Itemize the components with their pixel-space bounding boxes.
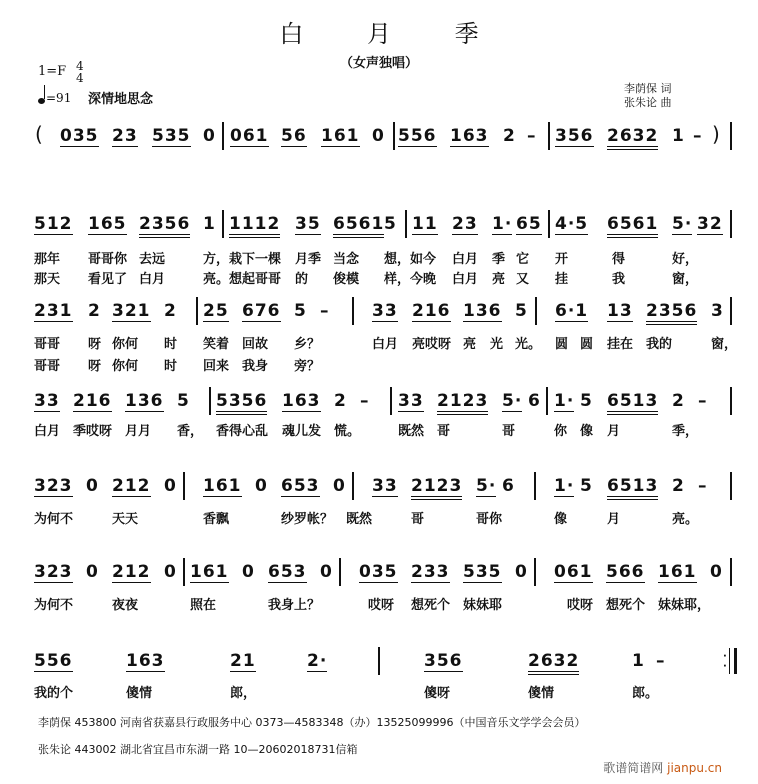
lyric: 为何不 bbox=[34, 512, 74, 527]
note-group: 2 bbox=[672, 391, 685, 411]
lyric: 月 bbox=[607, 424, 621, 439]
note-group: 566 bbox=[606, 562, 645, 582]
lyric: 哥 bbox=[502, 424, 516, 439]
note-group: 33 bbox=[372, 476, 398, 496]
note-group: 556 bbox=[34, 651, 73, 671]
note-group: 356 bbox=[555, 126, 594, 146]
note-group: 0 bbox=[372, 126, 385, 146]
lyric: 像 bbox=[554, 512, 568, 527]
note-group: 653 bbox=[281, 476, 320, 496]
note-group: – bbox=[360, 391, 370, 411]
note-group: 2356 bbox=[139, 214, 190, 234]
note-group: 161 bbox=[321, 126, 360, 146]
note-group: 216 bbox=[73, 391, 112, 411]
lyric: 挂 bbox=[555, 272, 569, 287]
note-group: 2356 bbox=[646, 301, 697, 321]
note-group: 0 bbox=[164, 562, 177, 582]
lyric: 当念 bbox=[333, 252, 360, 267]
composer: 张朱论 曲 bbox=[624, 96, 672, 109]
final-repeat-barline bbox=[734, 648, 737, 674]
note-group: 0 bbox=[203, 126, 216, 146]
note-group: 23 bbox=[452, 214, 478, 234]
lyric: 既然 bbox=[398, 424, 425, 439]
bar-line bbox=[183, 472, 185, 500]
bar-line bbox=[183, 558, 185, 586]
note-group: 0 bbox=[86, 562, 99, 582]
lyric: 慌。 bbox=[334, 424, 361, 439]
lyric: 魂儿发 bbox=[282, 424, 322, 439]
note-group: 33 bbox=[372, 301, 398, 321]
note-group: 0 bbox=[710, 562, 723, 582]
note-group: ) bbox=[712, 122, 721, 146]
lyric: 香飘 bbox=[203, 512, 230, 527]
lyric: 呀 bbox=[88, 359, 102, 374]
note-group: 2 bbox=[88, 301, 101, 321]
lyric: 季哎呀 bbox=[73, 424, 113, 439]
note-group: 32 bbox=[697, 214, 723, 234]
lyric: 傻情 bbox=[528, 686, 555, 701]
bar-line bbox=[196, 297, 198, 325]
lyric: 月季 bbox=[295, 252, 322, 267]
note-group: – bbox=[698, 391, 708, 411]
note-group: 161 bbox=[190, 562, 229, 582]
note-group: – bbox=[320, 301, 330, 321]
note-group: 212 bbox=[112, 562, 151, 582]
note-group: 163 bbox=[282, 391, 321, 411]
note-group: 1· bbox=[554, 391, 575, 411]
note-group: 163 bbox=[450, 126, 489, 146]
note-group: 5 bbox=[515, 301, 528, 321]
lyric: 又 bbox=[516, 272, 530, 287]
bar-line bbox=[222, 122, 224, 150]
bar-line bbox=[339, 558, 341, 586]
lyric: 哎呀 bbox=[368, 598, 395, 613]
lyric: 哥 bbox=[437, 424, 451, 439]
lyric: 呀 bbox=[88, 337, 102, 352]
credits bbox=[624, 82, 672, 110]
note-group: 161 bbox=[203, 476, 242, 496]
lyric: 好， bbox=[672, 252, 699, 267]
watermark-en: jianpu.cn bbox=[667, 761, 722, 775]
lyric: 想，如今 bbox=[384, 252, 437, 267]
lyric: 亮 bbox=[463, 337, 477, 352]
lyricist: 李荫保 词 bbox=[624, 82, 672, 95]
lyric: 笑着 bbox=[203, 337, 230, 352]
lyric: 旁？ bbox=[294, 359, 321, 374]
lyric: 那天 bbox=[34, 272, 61, 287]
lyric: 季， bbox=[672, 424, 699, 439]
note-group: 356 bbox=[424, 651, 463, 671]
note-group: 061 bbox=[230, 126, 269, 146]
note-group: 2 bbox=[672, 476, 685, 496]
note-group: 556 bbox=[398, 126, 437, 146]
lyric: 时 bbox=[164, 359, 178, 374]
note-group: 13 bbox=[607, 301, 633, 321]
note-group: 2123 bbox=[437, 391, 488, 411]
lyric: 哥哥 bbox=[34, 359, 61, 374]
lyric: 的 bbox=[295, 272, 309, 287]
score-row bbox=[0, 470, 758, 504]
note-group: 0 bbox=[333, 476, 346, 496]
bar-line bbox=[209, 387, 211, 415]
lyric: 开 bbox=[555, 252, 569, 267]
note-group: 1112 bbox=[229, 214, 280, 234]
watermark bbox=[603, 759, 722, 776]
footer-composer-contact: 张朱论 443002 湖北省宜昌市东湖一路 10—20602018731信箱 bbox=[38, 743, 358, 756]
note-group: 212 bbox=[112, 476, 151, 496]
bar-line bbox=[730, 558, 732, 586]
note-group: 1 bbox=[672, 126, 685, 146]
lyric: 哥哥你 bbox=[88, 252, 128, 267]
bar-line bbox=[352, 472, 354, 500]
bar-line bbox=[352, 297, 354, 325]
note-group: 1· bbox=[554, 476, 575, 496]
time-sig-top: 4 bbox=[76, 59, 84, 73]
time-signature bbox=[76, 60, 84, 84]
lyric: 郎。 bbox=[632, 686, 659, 701]
song-subtitle: （女声独唱） bbox=[339, 56, 418, 71]
lyric: 俊模 bbox=[333, 272, 360, 287]
note-group: 2632 bbox=[528, 651, 579, 671]
song-title: 白 月 季 bbox=[279, 20, 507, 48]
note-group: 0 bbox=[255, 476, 268, 496]
note-group: – bbox=[698, 476, 708, 496]
bar-line bbox=[548, 210, 550, 238]
note-group: 0 bbox=[242, 562, 255, 582]
lyric: 白月 bbox=[452, 252, 479, 267]
lyric: 白月 bbox=[452, 272, 479, 287]
note-group: 535 bbox=[463, 562, 502, 582]
note-group: 136 bbox=[463, 301, 502, 321]
final-barline-thin bbox=[729, 648, 730, 674]
lyric: 为何不 bbox=[34, 598, 74, 613]
lyric: 挂在 bbox=[607, 337, 634, 352]
bar-line bbox=[730, 472, 732, 500]
lyric: 圆 bbox=[580, 337, 594, 352]
note-group: 6561 bbox=[607, 214, 658, 234]
lyric: 方，栽下一棵 bbox=[203, 252, 282, 267]
note-group: 33 bbox=[34, 391, 60, 411]
lyric: 亮 bbox=[492, 272, 506, 287]
bar-line bbox=[378, 647, 380, 675]
note-group: 653 bbox=[268, 562, 307, 582]
lyric: 香得心乱 bbox=[216, 424, 269, 439]
lyric: 回故 bbox=[242, 337, 269, 352]
note-group: 323 bbox=[34, 562, 73, 582]
lyric: 像 bbox=[580, 424, 594, 439]
lyric: 白月 bbox=[372, 337, 399, 352]
bar-line bbox=[534, 472, 536, 500]
note-group: 5· bbox=[476, 476, 497, 496]
lyric: 傻情 bbox=[126, 686, 153, 701]
note-group: 5· bbox=[672, 214, 693, 234]
lyric: 想死个 bbox=[411, 598, 451, 613]
tempo-marking bbox=[38, 88, 71, 105]
lyric: 它 bbox=[516, 252, 530, 267]
lyric: 天天 bbox=[112, 512, 139, 527]
lyric: 纱罗帐？ bbox=[281, 512, 334, 527]
lyric: 哥你 bbox=[476, 512, 503, 527]
note-group: 035 bbox=[359, 562, 398, 582]
lyric: 哎呀 bbox=[567, 598, 594, 613]
lyric: 照在 bbox=[190, 598, 217, 613]
note-group: 2· bbox=[307, 651, 328, 671]
lyric: 窗， bbox=[711, 337, 738, 352]
lyric: 我的个 bbox=[34, 686, 74, 701]
lyric: 白月 bbox=[34, 424, 61, 439]
lyric: 你何 bbox=[112, 337, 139, 352]
lyric: 圆 bbox=[555, 337, 569, 352]
watermark-cn: 歌谱简谱网 bbox=[603, 761, 664, 775]
note-group: 233 bbox=[411, 562, 450, 582]
note-group: 136 bbox=[125, 391, 164, 411]
lyric: 郎， bbox=[230, 686, 257, 701]
note-group: 6 bbox=[502, 476, 515, 496]
note-group: – bbox=[527, 126, 537, 146]
expression-marking: 深情地思念 bbox=[88, 92, 154, 107]
note-group: 5 bbox=[384, 214, 397, 234]
lyric: 亮。 bbox=[672, 512, 699, 527]
lyric: 你何 bbox=[112, 359, 139, 374]
note-group: 0 bbox=[86, 476, 99, 496]
note-group: 21 bbox=[230, 651, 256, 671]
note-group: 1 bbox=[632, 651, 645, 671]
note-group: 35 bbox=[295, 214, 321, 234]
note-group: 6 bbox=[528, 391, 541, 411]
lyric: 夜夜 bbox=[112, 598, 139, 613]
lyric: 你 bbox=[554, 424, 568, 439]
lyric: 光 bbox=[490, 337, 504, 352]
lyric: 回来 bbox=[203, 359, 230, 374]
note-group: 11 bbox=[412, 214, 438, 234]
note-group: 035 bbox=[60, 126, 99, 146]
note-group: 23 bbox=[112, 126, 138, 146]
lyric: 傻呀 bbox=[424, 686, 451, 701]
note-group: 2 bbox=[164, 301, 177, 321]
note-group: 2 bbox=[503, 126, 516, 146]
note-group: 33 bbox=[398, 391, 424, 411]
note-group: 6513 bbox=[607, 391, 658, 411]
note-group: 0 bbox=[515, 562, 528, 582]
score-row bbox=[0, 208, 758, 242]
lyric: 季 bbox=[492, 252, 506, 267]
lyric: 我的 bbox=[646, 337, 673, 352]
note-group: 165 bbox=[88, 214, 127, 234]
lyric: 哥哥 bbox=[34, 337, 61, 352]
lyric: 样，今晚 bbox=[384, 272, 437, 287]
note-group: 6561 bbox=[333, 214, 384, 234]
bar-line bbox=[546, 387, 548, 415]
note-group: 535 bbox=[152, 126, 191, 146]
lyric: 看见了 bbox=[88, 272, 128, 287]
bar-line bbox=[730, 122, 732, 150]
lyric: 白月 bbox=[139, 272, 166, 287]
note-group: 3 bbox=[711, 301, 724, 321]
lyric: 那年 bbox=[34, 252, 61, 267]
tempo-value: =91 bbox=[46, 91, 72, 105]
bar-line bbox=[730, 297, 732, 325]
lyric: 去远 bbox=[139, 252, 166, 267]
note-group: 6513 bbox=[607, 476, 658, 496]
note-group: 061 bbox=[554, 562, 593, 582]
lyric: 乡？ bbox=[294, 337, 321, 352]
score-row bbox=[0, 120, 758, 154]
note-group: 1 bbox=[203, 214, 216, 234]
lyric: 既然 bbox=[346, 512, 373, 527]
note-group: 2 bbox=[334, 391, 347, 411]
repeat-dots: · · bbox=[723, 651, 727, 672]
bar-line bbox=[534, 558, 536, 586]
note-group: 65 bbox=[516, 214, 542, 234]
note-group: 4·5 bbox=[555, 214, 589, 234]
note-group: 2123 bbox=[411, 476, 462, 496]
lyric: 想死个 bbox=[606, 598, 646, 613]
note-group: 676 bbox=[242, 301, 281, 321]
note-group: 5 bbox=[294, 301, 307, 321]
lyric: 我身上？ bbox=[268, 598, 321, 613]
note-group: 1· bbox=[492, 214, 513, 234]
note-group: 0 bbox=[320, 562, 333, 582]
note-group: – bbox=[656, 651, 666, 671]
score-row bbox=[0, 556, 758, 590]
score-row bbox=[0, 295, 758, 329]
lyric: 窗， bbox=[672, 272, 699, 287]
score-row bbox=[0, 385, 758, 419]
bar-line bbox=[548, 122, 550, 150]
bar-line bbox=[535, 297, 537, 325]
note-group: 6·1 bbox=[555, 301, 589, 321]
note-group: 161 bbox=[658, 562, 697, 582]
lyric: 月 bbox=[607, 512, 621, 527]
note-group: 0 bbox=[164, 476, 177, 496]
bar-line bbox=[390, 387, 392, 415]
time-sig-bottom: 4 bbox=[76, 71, 84, 85]
lyric: 得 bbox=[612, 252, 626, 267]
note-group: 231 bbox=[34, 301, 73, 321]
note-group: ( bbox=[35, 122, 44, 146]
note-stem-icon bbox=[44, 85, 45, 99]
lyric: 月月 bbox=[125, 424, 152, 439]
note-group: 321 bbox=[112, 301, 151, 321]
key-signature: 1=F bbox=[38, 64, 67, 79]
note-group: 5 bbox=[580, 391, 593, 411]
note-group: 5356 bbox=[216, 391, 267, 411]
lyric: 亮。想起哥哥 bbox=[203, 272, 282, 287]
score-row bbox=[0, 645, 758, 679]
note-group: 216 bbox=[412, 301, 451, 321]
bar-line bbox=[730, 387, 732, 415]
note-group: 5 bbox=[177, 391, 190, 411]
footer-lyricist-contact: 李荫保 453800 河南省获嘉县行政服务中心 0373—4583348（办）13525099996（中国音乐文学学会会员） bbox=[38, 716, 586, 729]
lyric: 时 bbox=[164, 337, 178, 352]
note-group: 56 bbox=[281, 126, 307, 146]
lyric: 亮哎呀 bbox=[412, 337, 452, 352]
note-group: 5 bbox=[580, 476, 593, 496]
bar-line bbox=[393, 122, 395, 150]
bar-line bbox=[405, 210, 407, 238]
lyric: 光。 bbox=[515, 337, 542, 352]
lyric: 妹妹耶， bbox=[658, 598, 711, 613]
note-group: – bbox=[693, 126, 703, 146]
note-group: 323 bbox=[34, 476, 73, 496]
lyric: 香， bbox=[177, 424, 204, 439]
note-group: 2632 bbox=[607, 126, 658, 146]
note-group: 5· bbox=[502, 391, 523, 411]
bar-line bbox=[222, 210, 224, 238]
lyric: 哥 bbox=[411, 512, 425, 527]
lyric: 我身 bbox=[242, 359, 269, 374]
note-group: 163 bbox=[126, 651, 165, 671]
note-group: 25 bbox=[203, 301, 229, 321]
bar-line bbox=[730, 210, 732, 238]
lyric: 我 bbox=[612, 272, 626, 287]
lyric: 妹妹耶 bbox=[463, 598, 503, 613]
note-group: 512 bbox=[34, 214, 73, 234]
